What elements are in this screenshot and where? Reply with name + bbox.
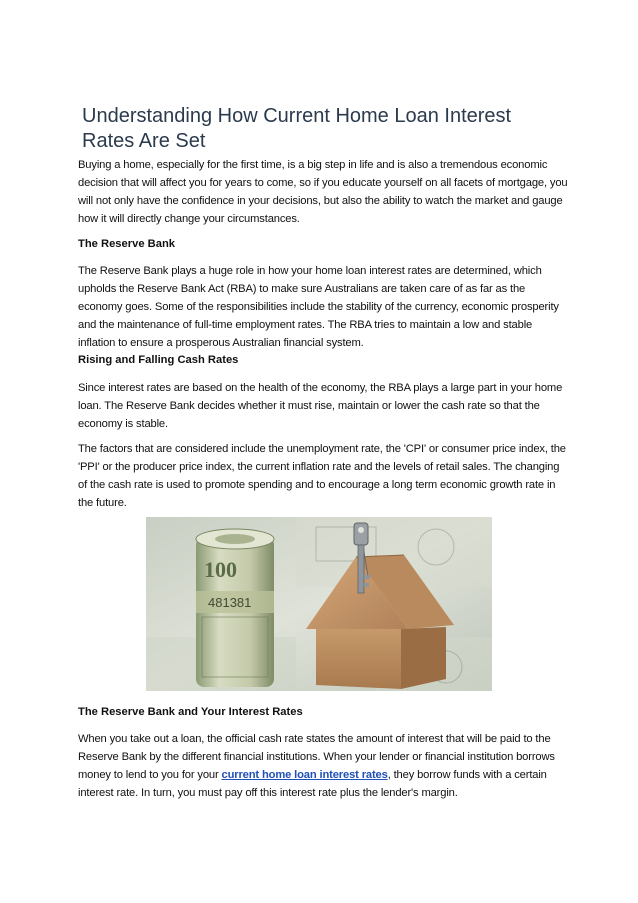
svg-text:100: 100 xyxy=(204,557,237,582)
photo-illustration xyxy=(146,517,492,691)
money-house-key-photo xyxy=(146,517,492,691)
intro-paragraph: Buying a home, especially for the first time, is a big step in life and is also a tremendous economic decision that will affect you for years to come, so if you educate yourself on all facets of mortgage, you will not only have the confidence in your decisions, but also the ability to watch the market and gauge how it will directly change your circumstances. xyxy=(78,159,568,225)
banknote-serial: 481381 xyxy=(208,595,252,610)
section-heading-interest-rates: The Reserve Bank and Your Interest Rates xyxy=(78,706,303,718)
paragraph-text-after-link: , they borrow funds with a certain interest rate. In turn, you must pay off this interest rate plus the lender's margin. xyxy=(78,769,547,799)
cash-rates-paragraph: Since interest rates are based on the health of the economy, the RBA plays a large part in your home loan. The Reserve Bank decides whether it must rise, maintain or lower the cash rate so that the economy is stable. xyxy=(78,382,563,430)
section-heading-cash-rates: Rising and Falling Cash Rates xyxy=(78,354,239,366)
interest-rates-paragraph xyxy=(78,730,568,802)
current-home-loan-rates-link[interactable]: current home loan interest rates xyxy=(221,769,388,781)
section-heading-reserve-bank: The Reserve Bank xyxy=(78,238,176,250)
paragraph-text-before-link: When you take out a loan, the official cash rate states the amount of interest that will be paid to the Reserve Bank by the different financial institutions. When your lender or financial institution borrows money to lend to you for your xyxy=(78,733,555,781)
cash-rates-factors-paragraph: The factors that are considered include the unemployment rate, the 'CPI' or consumer price index, the 'PPI' or the producer price index, the current inflation rate and the levels of retail sales. The changing of the cash rate is used to promote spending and to encourage a long term economic growth rate in the future. xyxy=(78,443,566,509)
rolled-banknote xyxy=(196,529,274,687)
reserve-bank-paragraph: The Reserve Bank plays a huge role in how your home loan interest rates are determined, which upholds the Reserve Bank Act (RBA) to make sure Australians are taken care of as far as the economy goes. Some of the responsibilities include the stability of the currency, economic prosperity and the maintenance of full-time employment rates. The RBA tries to maintain a low and stable inflation to ensure a prosperous Australian financial system. xyxy=(78,265,559,349)
page-title: Understanding How Current Home Loan Interest Rates Are Set xyxy=(82,105,512,152)
